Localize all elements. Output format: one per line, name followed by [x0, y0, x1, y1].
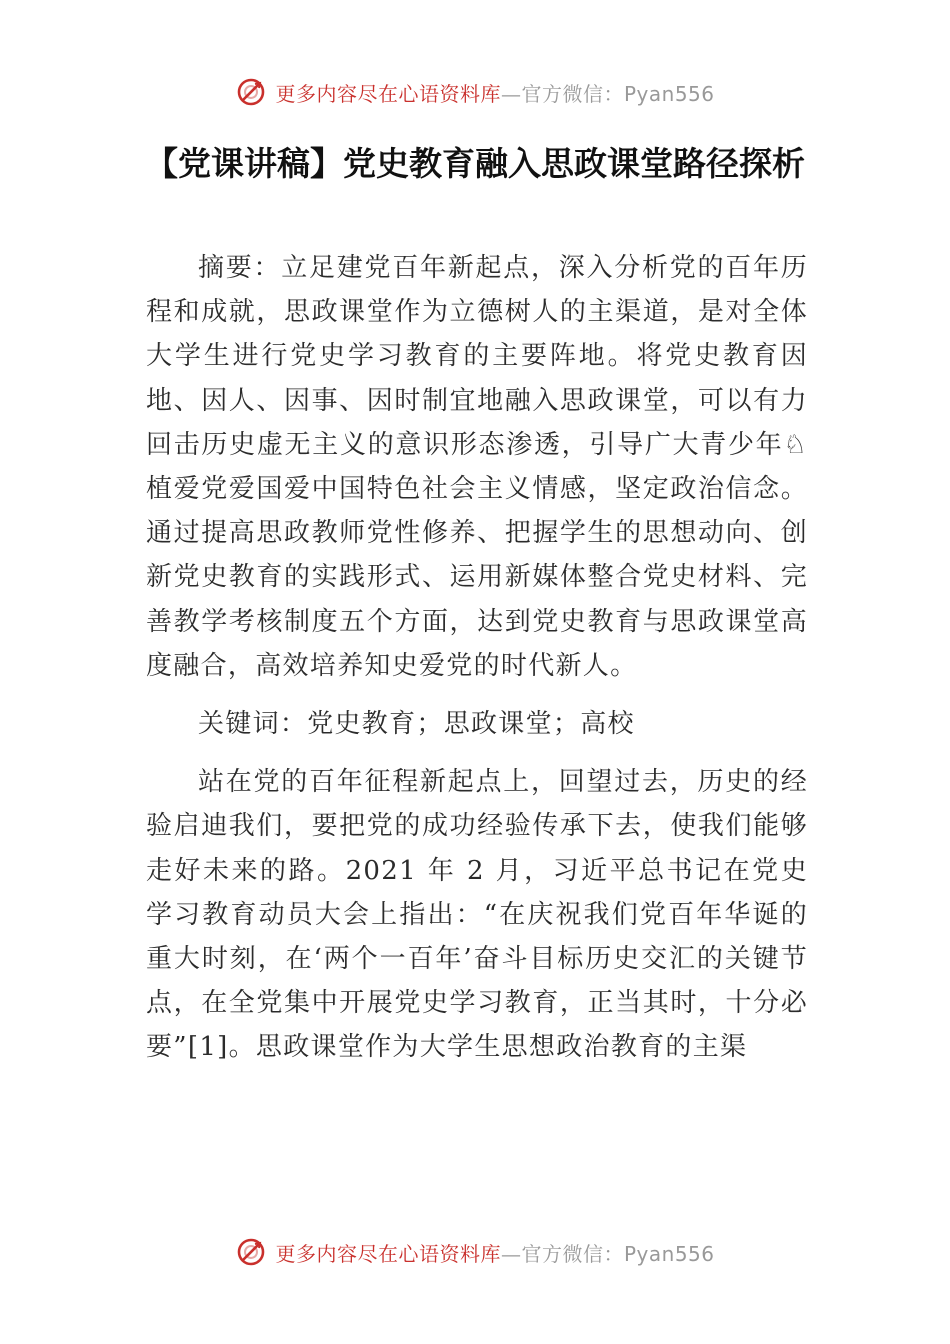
- header-brand-text: [275, 78, 714, 107]
- footer-brand-text: [275, 1238, 714, 1267]
- footer-brand-name: 更多内容尽在心语资料库: [275, 1241, 501, 1266]
- footer-watermark: [0, 1232, 950, 1272]
- header-separator: —: [500, 81, 522, 106]
- footer-separator: —: [500, 1241, 522, 1266]
- brand-logo-icon: [235, 1236, 267, 1268]
- header-brand-name: 更多内容尽在心语资料库: [275, 81, 501, 106]
- document-body: [146, 246, 808, 1084]
- keywords-paragraph: [146, 702, 808, 746]
- header-watermark: [0, 72, 950, 112]
- keywords-text: 党史教育；思政课堂；高校: [307, 709, 635, 740]
- document-title: 【党课讲稿】党史教育融入思政课堂路径探析: [145, 144, 805, 183]
- brand-logo-icon: [235, 76, 267, 108]
- abstract-text: 立足建党百年新起点，深入分析党的百年历程和成就，思政课堂作为立德树人的主渠道，是对全体大学生进行党史学习教育的主要阵地。将党史教育因地、因人、因事、因时制宜地融入思政课堂，可以有力回击历史虚无主义的意识形态渗透，引导广大青少年♘植爱党爱国爱中国特色社会主义情感，坚定政治信念。通过提高思政教师党性修养、把握学生的思想动向、创新党史教育的实践形式、运用新媒体整合党史材料、完善教学考核制度五个方面，达到党史教育与思政课堂高度融合，高效培养知史爱党的时代新人。: [146, 253, 808, 681]
- abstract-label: 摘要：: [198, 253, 282, 283]
- abstract-paragraph: [146, 246, 808, 688]
- footer-wechat-id: Pyan556: [623, 1241, 715, 1266]
- header-wechat-id: Pyan556: [623, 81, 715, 106]
- footer-wechat-label: 官方微信：: [521, 1241, 624, 1266]
- body-paragraph: 站在党的百年征程新起点上，回望过去，历史的经验启迪我们，要把党的成功经验传承下去，使我们能够走好未来的路。2021 年 2 月，习近平总书记在党史学习教育动员大会上指出：“在庆祝我们党百年华诞的重大时刻，在‘两个一百年’奋斗目标历史交汇的关键节点，在全党集中开展党史学习教育，正当其时，十分必要”[1]。思政课堂作为大学生思想政治教育的主渠: [146, 767, 808, 1063]
- header-wechat-label: 官方微信：: [521, 81, 624, 106]
- keywords-label: 关键词：: [198, 709, 308, 740]
